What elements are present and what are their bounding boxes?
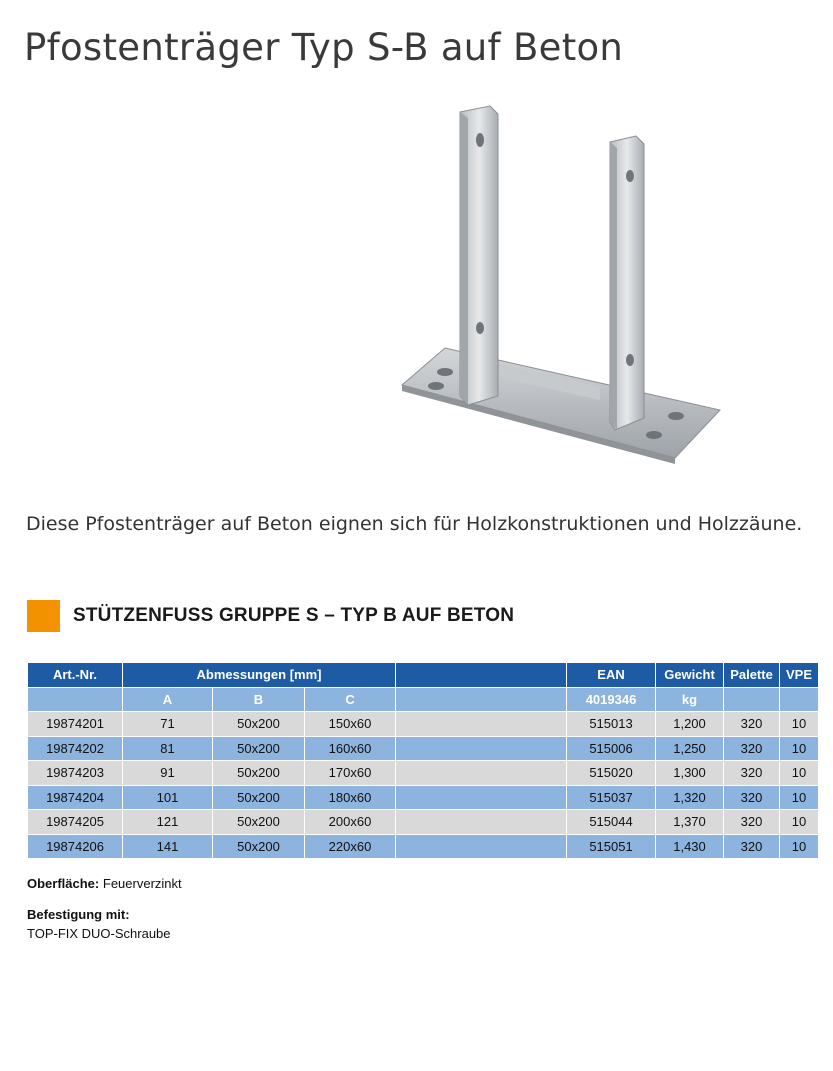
fastening-note: [27, 905, 182, 943]
surface-note: [27, 874, 182, 893]
cell-weight: 1,200: [656, 712, 724, 737]
cell-vpe: 10: [780, 761, 819, 786]
intro-text: Diese Pfostenträger auf Beton eignen sich für Holzkonstruktionen und Holzzäune.: [26, 513, 803, 535]
cell-vpe: 10: [780, 834, 819, 859]
cell-ean: 515020: [567, 761, 656, 786]
cell-a: 71: [123, 712, 213, 737]
table-subheader-row: [28, 687, 819, 712]
subheader-ean-prefix: 4019346: [567, 687, 656, 712]
table-row: [28, 736, 819, 761]
cell-artnr: 19874202: [28, 736, 123, 761]
cell-a: 91: [123, 761, 213, 786]
header-blank: [396, 663, 567, 688]
header-dimensions: Abmessungen [mm]: [123, 663, 396, 688]
cell-b: 50x200: [213, 810, 305, 835]
cell-blank: [396, 785, 567, 810]
section-header: [27, 600, 514, 632]
notes: [27, 874, 182, 955]
cell-c: 200x60: [305, 810, 396, 835]
cell-artnr: 19874203: [28, 761, 123, 786]
cell-weight: 1,300: [656, 761, 724, 786]
cell-blank: [396, 712, 567, 737]
cell-b: 50x200: [213, 736, 305, 761]
subheader-a: A: [123, 687, 213, 712]
cell-blank: [396, 761, 567, 786]
cell-artnr: 19874201: [28, 712, 123, 737]
cell-artnr: 19874205: [28, 810, 123, 835]
cell-blank: [396, 810, 567, 835]
cell-vpe: 10: [780, 810, 819, 835]
post-support-image: [390, 100, 730, 470]
table-row: [28, 834, 819, 859]
cell-pallet: 320: [724, 834, 780, 859]
fastening-value: TOP-FIX DUO-Schraube: [27, 926, 171, 941]
cell-pallet: 320: [724, 761, 780, 786]
subheader-blank: [724, 687, 780, 712]
table-row: [28, 761, 819, 786]
subheader-blank: [780, 687, 819, 712]
cell-a: 121: [123, 810, 213, 835]
cell-pallet: 320: [724, 712, 780, 737]
section-accent-square: [27, 600, 60, 632]
section-title: STÜTZENFUSS GRUPPE S – TYP B AUF BETON: [73, 605, 515, 626]
cell-ean: 515006: [567, 736, 656, 761]
spec-table: [27, 662, 819, 859]
cell-pallet: 320: [724, 810, 780, 835]
cell-ean: 515044: [567, 810, 656, 835]
cell-artnr: 19874206: [28, 834, 123, 859]
subheader-blank: [396, 687, 567, 712]
cell-weight: 1,370: [656, 810, 724, 835]
cell-a: 81: [123, 736, 213, 761]
header-artnr: Art.-Nr.: [28, 663, 123, 688]
cell-ean: 515013: [567, 712, 656, 737]
cell-b: 50x200: [213, 761, 305, 786]
cell-c: 220x60: [305, 834, 396, 859]
cell-artnr: 19874204: [28, 785, 123, 810]
cell-c: 180x60: [305, 785, 396, 810]
cell-pallet: 320: [724, 736, 780, 761]
surface-label: Oberfläche:: [27, 876, 100, 891]
page-title: Pfostenträger Typ S-B auf Beton: [24, 26, 624, 69]
cell-c: 170x60: [305, 761, 396, 786]
cell-ean: 515051: [567, 834, 656, 859]
subheader-b: B: [213, 687, 305, 712]
table-row: [28, 712, 819, 737]
cell-weight: 1,250: [656, 736, 724, 761]
subheader-weight-unit: kg: [656, 687, 724, 712]
cell-weight: 1,430: [656, 834, 724, 859]
subheader-c: C: [305, 687, 396, 712]
cell-c: 150x60: [305, 712, 396, 737]
header-weight: Gewicht: [656, 663, 724, 688]
fastening-label: Befestigung mit:: [27, 907, 130, 922]
cell-vpe: 10: [780, 712, 819, 737]
header-vpe: VPE: [780, 663, 819, 688]
header-ean: EAN: [567, 663, 656, 688]
cell-a: 101: [123, 785, 213, 810]
header-pallet: Palette: [724, 663, 780, 688]
cell-weight: 1,320: [656, 785, 724, 810]
cell-b: 50x200: [213, 834, 305, 859]
surface-value: Feuerverzinkt: [102, 876, 182, 891]
cell-a: 141: [123, 834, 213, 859]
cell-b: 50x200: [213, 712, 305, 737]
cell-b: 50x200: [213, 785, 305, 810]
cell-blank: [396, 834, 567, 859]
cell-vpe: 10: [780, 736, 819, 761]
table-row: [28, 810, 819, 835]
cell-ean: 515037: [567, 785, 656, 810]
cell-blank: [396, 736, 567, 761]
cell-vpe: 10: [780, 785, 819, 810]
cell-c: 160x60: [305, 736, 396, 761]
table-row: [28, 785, 819, 810]
table-header-row: [28, 663, 819, 688]
subheader-blank: [28, 687, 123, 712]
cell-pallet: 320: [724, 785, 780, 810]
